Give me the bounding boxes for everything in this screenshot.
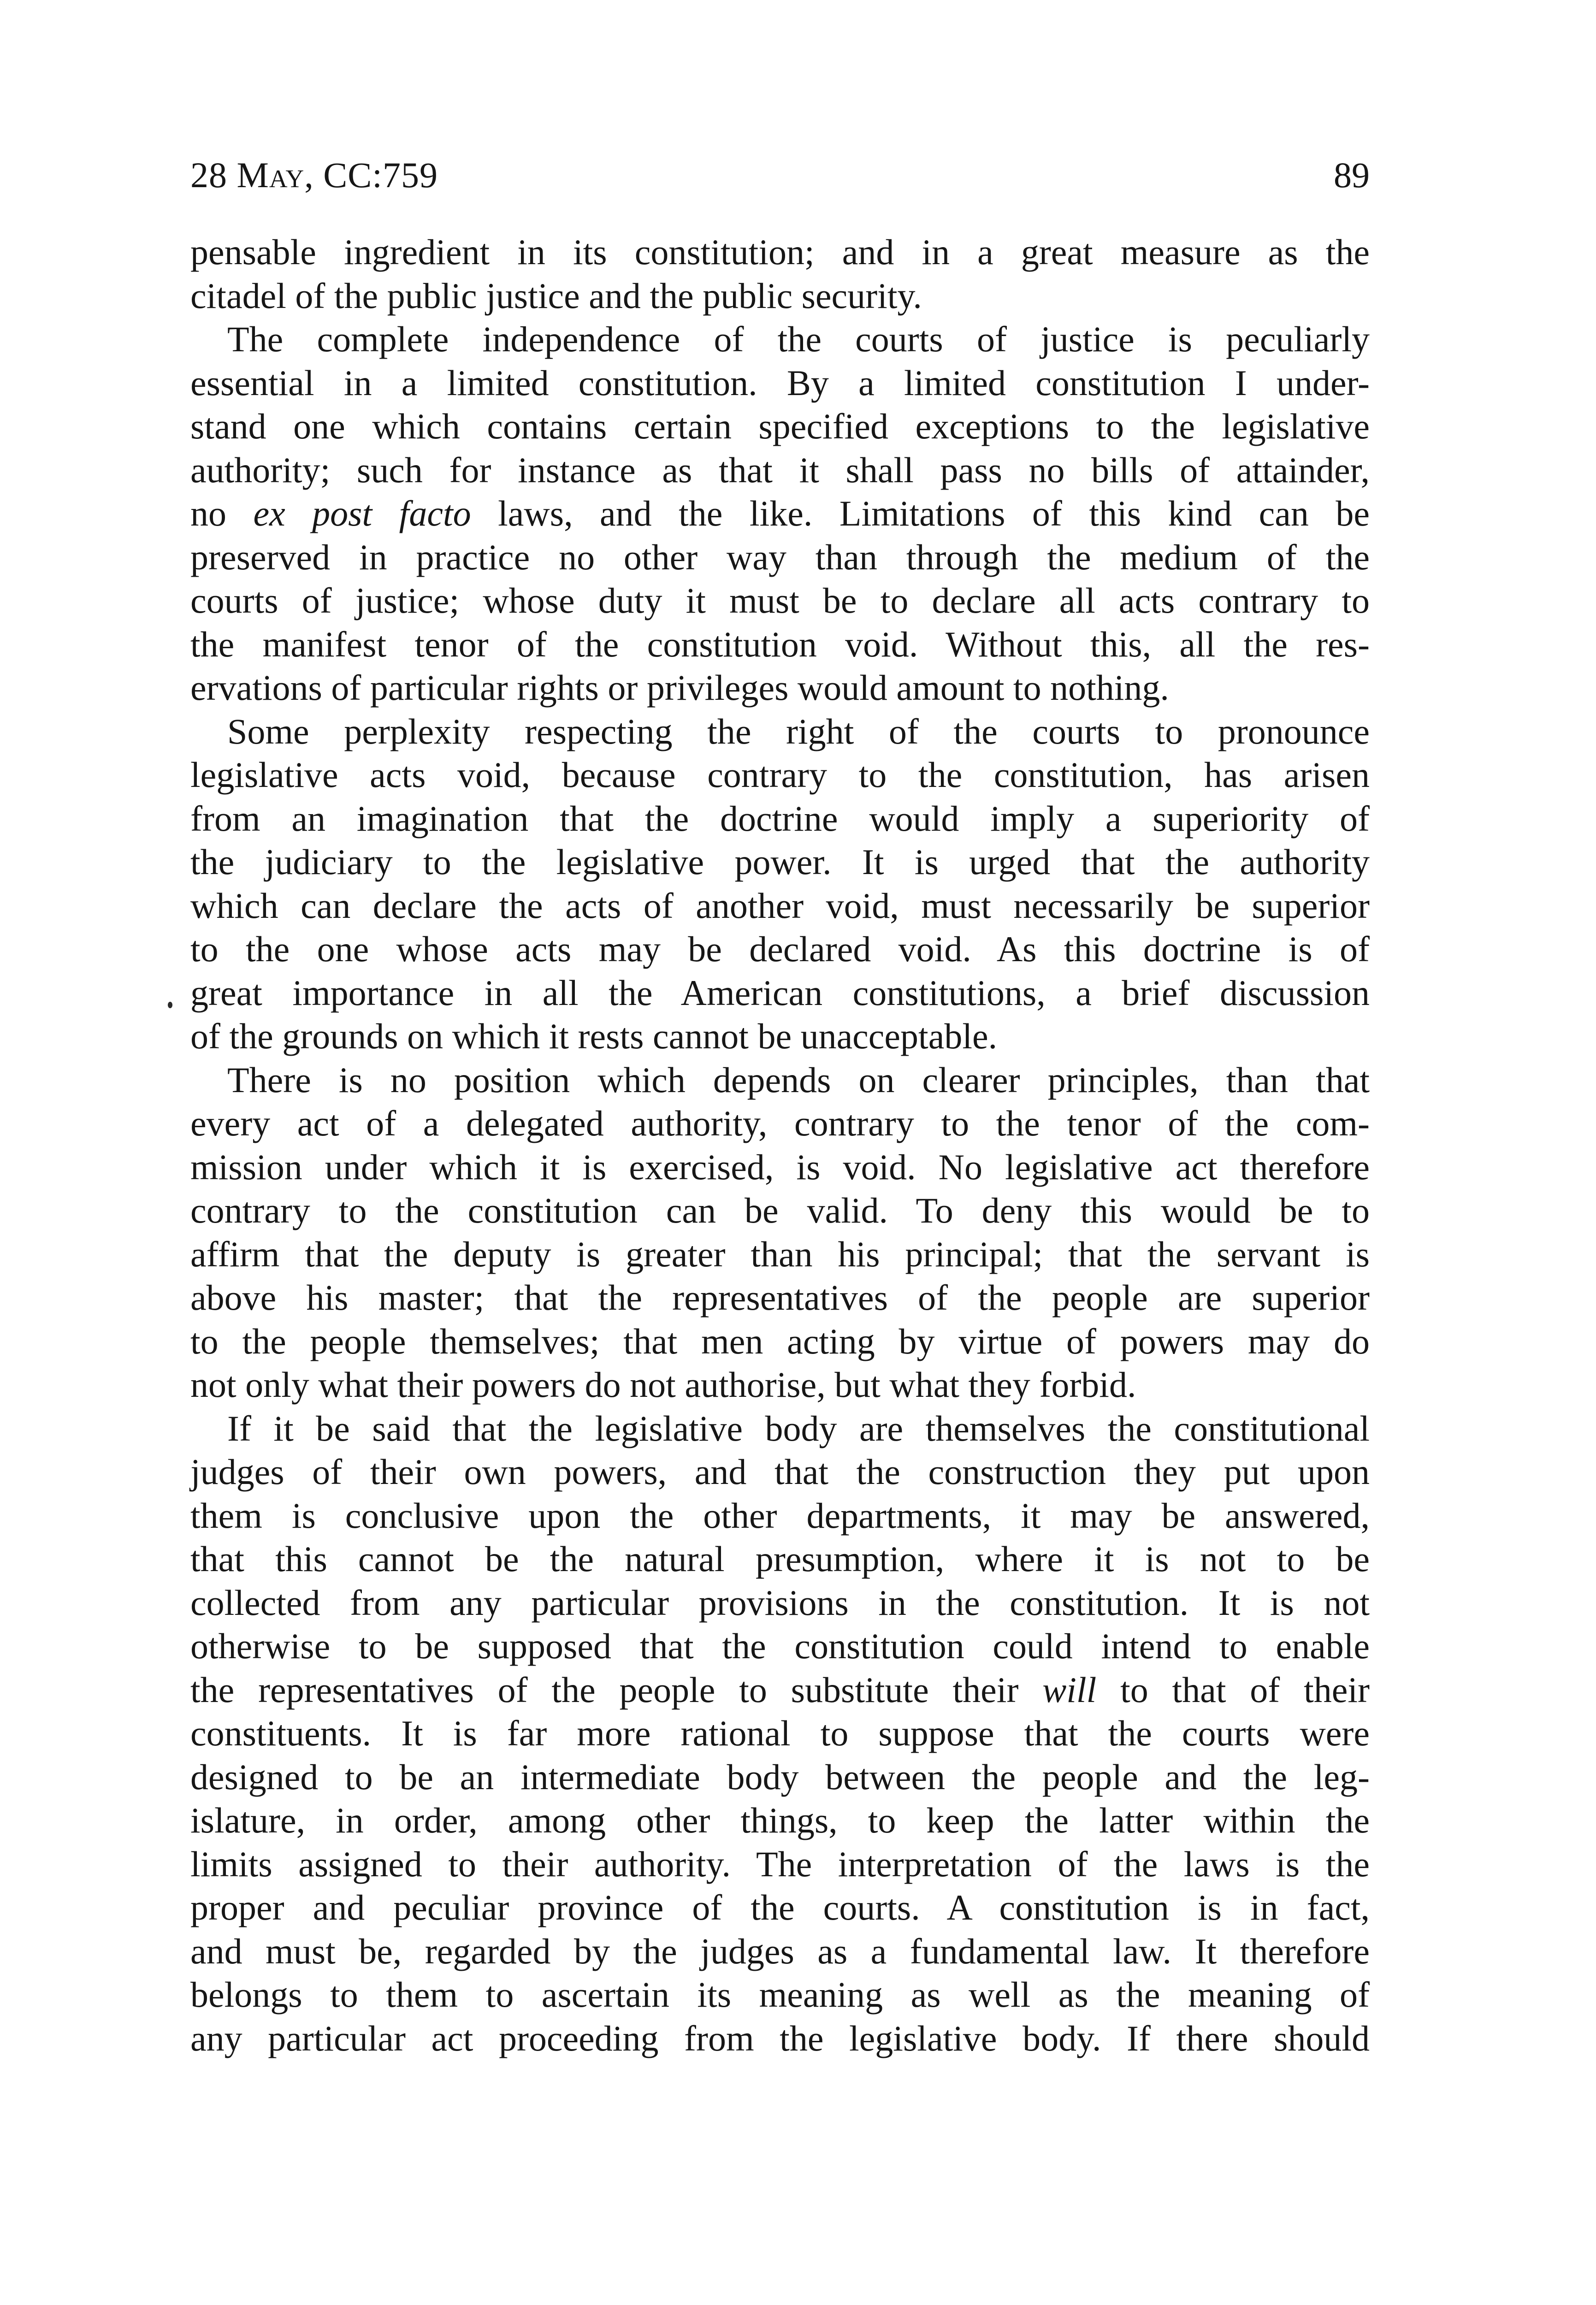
text-line: every act of a delegated authority, contrary to the tenor of the com- bbox=[190, 1103, 1370, 1143]
text-line: and must be, regarded by the judges as a fundamental law. It therefore bbox=[190, 1931, 1370, 1971]
text-line: no ex post facto laws, and the like. Limitations of this kind can be bbox=[190, 493, 1370, 533]
text-line: the representatives of the people to substitute their will to that of their bbox=[190, 1669, 1370, 1710]
text-line: above his master; that the representatives of the people are superior bbox=[190, 1277, 1370, 1318]
text-line: The complete independence of the courts of justice is peculiarly bbox=[227, 319, 1370, 359]
text-line: contrary to the constitution can be valid. To deny this would be to bbox=[190, 1190, 1370, 1230]
text-line: that this cannot be the natural presumption, where it is not to be bbox=[190, 1539, 1370, 1579]
margin-ink-mark bbox=[168, 1002, 172, 1008]
body-text bbox=[190, 230, 1370, 2060]
running-head-citation bbox=[190, 150, 438, 201]
text-line: not only what their powers do not authorise, but what they forbid. bbox=[190, 1365, 1136, 1405]
text-line: proper and peculiar province of the courts. A constitution is in fact, bbox=[190, 1887, 1370, 1927]
text-line: citadel of the public justice and the public security. bbox=[190, 275, 922, 316]
text-line: which can declare the acts of another void, must necessarily be superior bbox=[190, 885, 1370, 926]
text-line: limits assigned to their authority. The interpretation of the laws is the bbox=[190, 1844, 1370, 1884]
text-line: affirm that the deputy is greater than his principal; that the servant is bbox=[190, 1234, 1370, 1274]
text-line: from an imagination that the doctrine would imply a superiority of bbox=[190, 798, 1370, 839]
citation-month: May bbox=[236, 155, 305, 195]
text-line: Some perplexity respecting the right of the courts to pronounce bbox=[227, 711, 1370, 751]
text-line: the judiciary to the legislative power. It is urged that the authority bbox=[190, 842, 1370, 882]
text-line: legislative acts void, because contrary to the constitution, has arisen bbox=[190, 755, 1370, 795]
text-line: designed to be an intermediate body between the people and the leg- bbox=[190, 1756, 1370, 1797]
text-line: courts of justice; whose duty it must be to declare all acts contrary to bbox=[190, 580, 1370, 621]
text-line: essential in a limited constitution. By a limited constitution I under- bbox=[190, 362, 1370, 403]
text-line: judges of their own powers, and that the construction they put upon bbox=[190, 1452, 1370, 1492]
text-line: otherwise to be supposed that the constitution could intend to enable bbox=[190, 1626, 1370, 1666]
text-line: any particular act proceeding from the legislative body. If there should bbox=[190, 2018, 1370, 2058]
text-line: constituents. It is far more rational to suppose that the courts were bbox=[190, 1713, 1370, 1753]
text-line: to the people themselves; that men acting by virtue of powers may do bbox=[190, 1321, 1370, 1361]
text-line: collected from any particular provisions in the constitution. It is not bbox=[190, 1582, 1370, 1623]
text-line: them is conclusive upon the other departments, it may be answered, bbox=[190, 1495, 1370, 1536]
text-line: mission under which it is exercised, is void. No legislative act therefore bbox=[190, 1147, 1370, 1187]
text-line: the manifest tenor of the constitution void. Without this, all the res- bbox=[190, 624, 1370, 664]
citation-prefix: 28 bbox=[190, 155, 237, 195]
running-head bbox=[190, 150, 1370, 201]
text-line: pensable ingredient in its constitution; and in a great measure as the bbox=[190, 232, 1370, 272]
text-line: great importance in all the American constitutions, a brief discussion bbox=[190, 972, 1370, 1013]
italic-phrase: ex post facto bbox=[253, 493, 471, 533]
text-line: ervations of particular rights or privileges would amount to nothing. bbox=[190, 668, 1169, 708]
text-line: There is no position which depends on clearer principles, than that bbox=[227, 1059, 1370, 1100]
italic-word: will bbox=[1042, 1669, 1097, 1710]
citation-suffix: , CC:759 bbox=[304, 155, 438, 195]
text-line: to the one whose acts may be declared void. As this doctrine is of bbox=[190, 929, 1370, 969]
text-line: islature, in order, among other things, to keep the latter within the bbox=[190, 1800, 1370, 1840]
text-line: belongs to them to ascertain its meaning as well as the meaning of bbox=[190, 1974, 1370, 2015]
text-line: preserved in practice no other way than through the medium of the bbox=[190, 537, 1370, 577]
text-line: stand one which contains certain specified exceptions to the legislative bbox=[190, 406, 1370, 446]
text-line: If it be said that the legislative body are themselves the constitutional bbox=[227, 1408, 1370, 1448]
text-line: authority; such for instance as that it shall pass no bills of attainder, bbox=[190, 449, 1370, 490]
page-number: 89 bbox=[1334, 155, 1370, 195]
text-line: of the grounds on which it rests cannot be unacceptable. bbox=[190, 1016, 998, 1056]
